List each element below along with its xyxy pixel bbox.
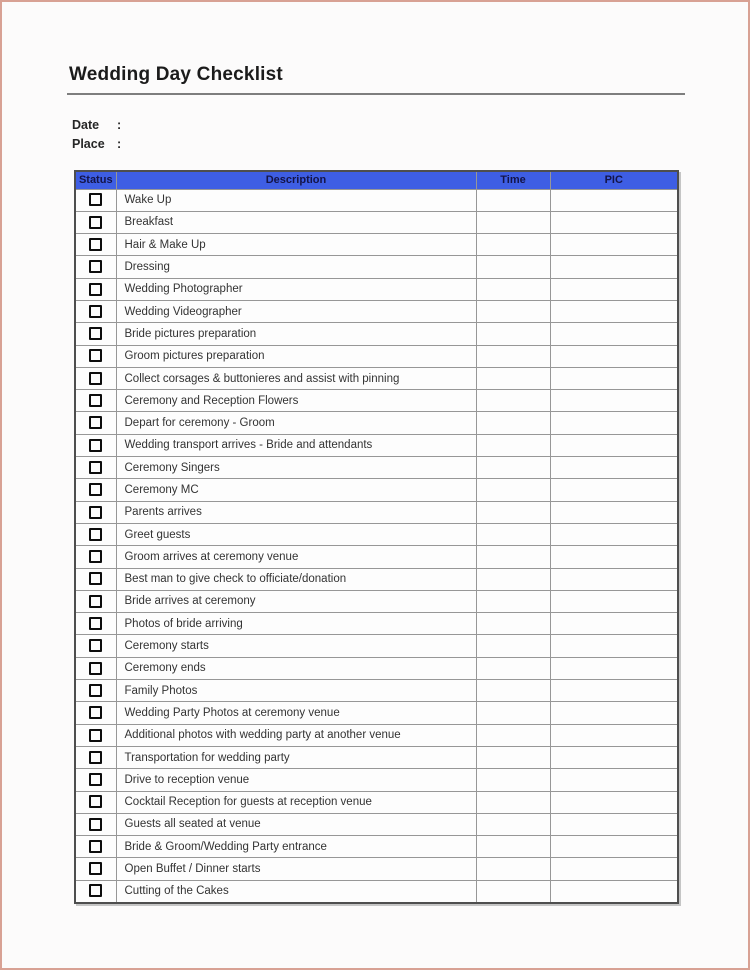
table-row (75, 635, 678, 657)
time-cell (476, 457, 550, 479)
status-cell (75, 234, 116, 256)
checkbox-unchecked-icon[interactable] (89, 305, 102, 318)
table-row (75, 613, 678, 635)
time-cell (476, 590, 550, 612)
checkbox-unchecked-icon[interactable] (89, 349, 102, 362)
task-description: Bride arrives at ceremony (116, 590, 476, 612)
checkbox-unchecked-icon[interactable] (89, 840, 102, 853)
checkbox-unchecked-icon[interactable] (89, 751, 102, 764)
time-cell (476, 300, 550, 322)
time-cell (476, 568, 550, 590)
table-row (75, 278, 678, 300)
time-cell (476, 256, 550, 278)
time-cell (476, 390, 550, 412)
status-cell (75, 278, 116, 300)
status-cell (75, 300, 116, 322)
table-row (75, 702, 678, 724)
task-description: Groom arrives at ceremony venue (116, 546, 476, 568)
time-cell (476, 412, 550, 434)
pic-cell (550, 680, 678, 702)
checkbox-unchecked-icon[interactable] (89, 773, 102, 786)
time-cell (476, 523, 550, 545)
pic-cell (550, 501, 678, 523)
status-cell (75, 680, 116, 702)
task-description: Drive to reception venue (116, 769, 476, 791)
status-cell (75, 880, 116, 902)
table-row (75, 367, 678, 389)
table-row (75, 546, 678, 568)
checkbox-unchecked-icon[interactable] (89, 572, 102, 585)
table-row (75, 590, 678, 612)
pic-cell (550, 546, 678, 568)
task-description: Wedding Videographer (116, 300, 476, 322)
checkbox-unchecked-icon[interactable] (89, 260, 102, 273)
pic-cell (550, 858, 678, 880)
time-cell (476, 836, 550, 858)
table-row (75, 412, 678, 434)
checkbox-unchecked-icon[interactable] (89, 528, 102, 541)
pic-cell (550, 323, 678, 345)
task-description: Breakfast (116, 211, 476, 233)
status-cell (75, 501, 116, 523)
task-description: Groom pictures preparation (116, 345, 476, 367)
pic-cell (550, 523, 678, 545)
place-label: Place (72, 136, 105, 151)
table-row (75, 300, 678, 322)
pic-cell (550, 836, 678, 858)
table-row (75, 813, 678, 835)
time-cell (476, 479, 550, 501)
time-cell (476, 546, 550, 568)
checkbox-unchecked-icon[interactable] (89, 862, 102, 875)
table-row (75, 746, 678, 768)
table-row (75, 434, 678, 456)
task-description: Depart for ceremony - Groom (116, 412, 476, 434)
task-description: Wedding Photographer (116, 278, 476, 300)
checkbox-unchecked-icon[interactable] (89, 216, 102, 229)
checkbox-unchecked-icon[interactable] (89, 439, 102, 452)
meta-block (72, 115, 131, 153)
table-row (75, 189, 678, 211)
time-cell (476, 434, 550, 456)
checkbox-unchecked-icon[interactable] (89, 193, 102, 206)
table-row (75, 523, 678, 545)
header-status: Status (75, 171, 116, 189)
checklist-table (74, 170, 679, 904)
time-cell (476, 345, 550, 367)
table-row (75, 457, 678, 479)
time-cell (476, 746, 550, 768)
status-cell (75, 724, 116, 746)
table-row (75, 323, 678, 345)
table-row (75, 836, 678, 858)
status-cell (75, 211, 116, 233)
table-row (75, 791, 678, 813)
time-cell (476, 657, 550, 679)
checklist-body (75, 189, 678, 903)
checkbox-unchecked-icon[interactable] (89, 394, 102, 407)
task-description: Transportation for wedding party (116, 746, 476, 768)
time-cell (476, 367, 550, 389)
table-row (75, 390, 678, 412)
table-row (75, 345, 678, 367)
pic-cell (550, 635, 678, 657)
task-description: Greet guests (116, 523, 476, 545)
checkbox-unchecked-icon[interactable] (89, 327, 102, 340)
status-cell (75, 479, 116, 501)
checkbox-unchecked-icon[interactable] (89, 372, 102, 385)
time-cell (476, 724, 550, 746)
date-label: Date (72, 117, 100, 132)
checkbox-unchecked-icon[interactable] (89, 416, 102, 429)
pic-cell (550, 769, 678, 791)
status-cell (75, 746, 116, 768)
time-cell (476, 680, 550, 702)
status-cell (75, 702, 116, 724)
task-description: Best man to give check to officiate/donation (116, 568, 476, 590)
task-description: Open Buffet / Dinner starts (116, 858, 476, 880)
status-cell (75, 568, 116, 590)
task-description: Ceremony ends (116, 657, 476, 679)
pic-cell (550, 256, 678, 278)
checkbox-unchecked-icon[interactable] (89, 684, 102, 697)
task-description: Hair & Make Up (116, 234, 476, 256)
date-row (72, 115, 131, 134)
task-description: Wedding Party Photos at ceremony venue (116, 702, 476, 724)
checkbox-unchecked-icon[interactable] (89, 639, 102, 652)
pic-cell (550, 211, 678, 233)
task-description: Cocktail Reception for guests at reception venue (116, 791, 476, 813)
pic-cell (550, 813, 678, 835)
page-title: Wedding Day Checklist (69, 64, 283, 85)
status-cell (75, 769, 116, 791)
checkbox-unchecked-icon[interactable] (89, 818, 102, 831)
task-description: Photos of bride arriving (116, 613, 476, 635)
pic-cell (550, 345, 678, 367)
pic-cell (550, 367, 678, 389)
table-row (75, 568, 678, 590)
time-cell (476, 635, 550, 657)
pic-cell (550, 234, 678, 256)
pic-cell (550, 278, 678, 300)
header-row (75, 171, 678, 189)
time-cell (476, 323, 550, 345)
table-row (75, 858, 678, 880)
table-row (75, 657, 678, 679)
pic-cell (550, 724, 678, 746)
task-description: Bride pictures preparation (116, 323, 476, 345)
time-cell (476, 613, 550, 635)
date-colon: : (117, 117, 122, 132)
place-colon: : (117, 136, 122, 151)
pic-cell (550, 702, 678, 724)
status-cell (75, 345, 116, 367)
pic-cell (550, 791, 678, 813)
status-cell (75, 189, 116, 211)
time-cell (476, 211, 550, 233)
pic-cell (550, 479, 678, 501)
task-description: Collect corsages & buttonieres and assist with pinning (116, 367, 476, 389)
checkbox-unchecked-icon[interactable] (89, 884, 102, 897)
pic-cell (550, 390, 678, 412)
checkbox-unchecked-icon[interactable] (89, 283, 102, 296)
task-description: Additional photos with wedding party at another venue (116, 724, 476, 746)
task-description: Ceremony Singers (116, 457, 476, 479)
pic-cell (550, 412, 678, 434)
time-cell (476, 234, 550, 256)
status-cell (75, 390, 116, 412)
pic-cell (550, 457, 678, 479)
status-cell (75, 613, 116, 635)
table-row (75, 769, 678, 791)
table-row (75, 880, 678, 902)
header-description: Description (116, 171, 476, 189)
pic-cell (550, 746, 678, 768)
task-description: Wedding transport arrives - Bride and attendants (116, 434, 476, 456)
time-cell (476, 769, 550, 791)
table-row (75, 211, 678, 233)
time-cell (476, 813, 550, 835)
pic-cell (550, 880, 678, 902)
status-cell (75, 590, 116, 612)
checkbox-unchecked-icon[interactable] (89, 662, 102, 675)
table-row (75, 724, 678, 746)
status-cell (75, 367, 116, 389)
task-description: Ceremony MC (116, 479, 476, 501)
pic-cell (550, 657, 678, 679)
pic-cell (550, 590, 678, 612)
header-time: Time (476, 171, 550, 189)
time-cell (476, 791, 550, 813)
table-row (75, 501, 678, 523)
pic-cell (550, 568, 678, 590)
task-description: Dressing (116, 256, 476, 278)
pic-cell (550, 300, 678, 322)
table-header (75, 171, 678, 189)
place-row (72, 134, 131, 153)
time-cell (476, 702, 550, 724)
status-cell (75, 457, 116, 479)
task-description: Ceremony starts (116, 635, 476, 657)
task-description: Cutting of the Cakes (116, 880, 476, 902)
status-cell (75, 412, 116, 434)
pic-cell (550, 613, 678, 635)
table-row (75, 479, 678, 501)
status-cell (75, 434, 116, 456)
time-cell (476, 880, 550, 902)
task-description: Ceremony and Reception Flowers (116, 390, 476, 412)
time-cell (476, 278, 550, 300)
status-cell (75, 858, 116, 880)
task-description: Guests all seated at venue (116, 813, 476, 835)
checkbox-unchecked-icon[interactable] (89, 483, 102, 496)
table-row (75, 234, 678, 256)
checkbox-unchecked-icon[interactable] (89, 461, 102, 474)
checkbox-unchecked-icon[interactable] (89, 729, 102, 742)
time-cell (476, 501, 550, 523)
checkbox-unchecked-icon[interactable] (89, 617, 102, 630)
status-cell (75, 635, 116, 657)
task-description: Family Photos (116, 680, 476, 702)
table-row (75, 256, 678, 278)
status-cell (75, 523, 116, 545)
checkbox-unchecked-icon[interactable] (89, 238, 102, 251)
task-description: Wake Up (116, 189, 476, 211)
task-description: Bride & Groom/Wedding Party entrance (116, 836, 476, 858)
checkbox-unchecked-icon[interactable] (89, 506, 102, 519)
status-cell (75, 836, 116, 858)
pic-cell (550, 434, 678, 456)
checkbox-unchecked-icon[interactable] (89, 550, 102, 563)
status-cell (75, 323, 116, 345)
status-cell (75, 813, 116, 835)
checkbox-unchecked-icon[interactable] (89, 706, 102, 719)
status-cell (75, 546, 116, 568)
task-description: Parents arrives (116, 501, 476, 523)
status-cell (75, 791, 116, 813)
time-cell (476, 858, 550, 880)
checkbox-unchecked-icon[interactable] (89, 595, 102, 608)
pic-cell (550, 189, 678, 211)
header-pic: PIC (550, 171, 678, 189)
time-cell (476, 189, 550, 211)
title-block (67, 64, 685, 95)
status-cell (75, 657, 116, 679)
status-cell (75, 256, 116, 278)
checkbox-unchecked-icon[interactable] (89, 795, 102, 808)
table-row (75, 680, 678, 702)
